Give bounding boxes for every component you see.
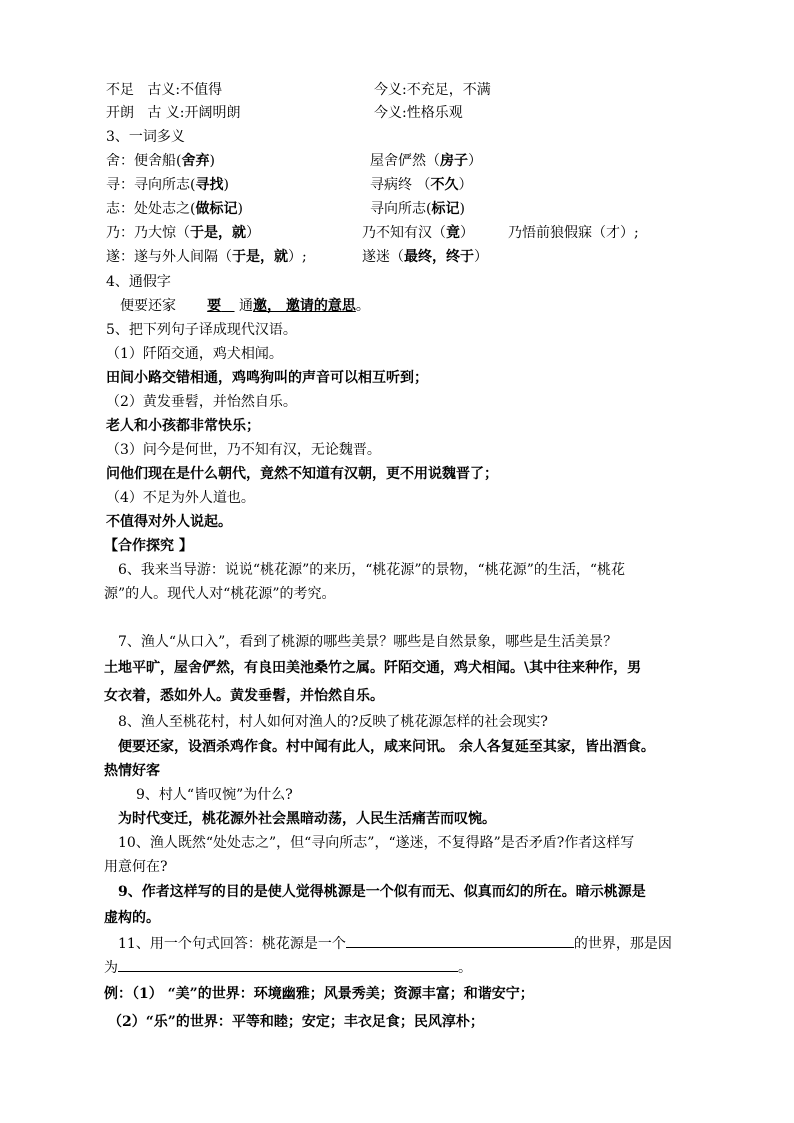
coop-heading: 【合作探究 】 (104, 538, 193, 554)
tongjia-end: 。 (355, 298, 370, 314)
entry-paren: ） (468, 153, 482, 169)
translate-q2: （2）黄发垂髫，并怡然自乐。 (106, 394, 297, 410)
q8: 8、渔人至桃花村，村人如何对渔人的?反映了桃花源怎样的社会现实? (118, 714, 548, 730)
entry-paren: ) (459, 201, 465, 217)
vocab-new: 性格乐观 (406, 105, 463, 121)
a7-line-2: 女衣着，悉如外人。黄发垂髫，并怡然自乐。 (104, 688, 384, 704)
entry-paren: ） (246, 225, 260, 241)
polysemy-row-4-b (362, 223, 474, 243)
entry-paren: ) (223, 177, 229, 193)
q11-line-2 (104, 957, 472, 978)
polysemy-row-4-c: 乃悟前狼假寐（才）; (508, 225, 639, 241)
polysemy-row-2 (106, 175, 229, 195)
q6-line-1: 6、我来当导游：说说“桃花源”的来历，“桃花源”的景物，“桃花源”的生活，“桃花 (118, 562, 626, 578)
entry-text: 寻向所志( (370, 201, 432, 217)
q11-prompt: 11、用一个句式回答：桃花源是一个 (118, 936, 346, 952)
entry-meaning: 舍弃 (181, 153, 210, 169)
vocab-line-2-new (374, 103, 463, 123)
vocab-new-label: 今义: (374, 105, 407, 121)
q11-prompt-cont: 的世界，那是因 (573, 936, 672, 952)
a10-line-2: 虚构的。 (104, 910, 160, 926)
a9: 为时代变迁，桃花源外社会黑暗动荡，人民生活痛苦而叹惋。 (118, 811, 496, 827)
entry-text: 舍：便舍船( (106, 153, 182, 169)
translate-a1: 田间小路交错相通，鸡鸣狗叫的声音可以相互听到； (106, 370, 428, 386)
entry-meaning: 不久 (430, 177, 459, 193)
polysemy-row-4 (106, 223, 260, 243)
translate-a4: 不值得对外人说起。 (106, 514, 232, 530)
q11-blank-1[interactable] (346, 933, 574, 948)
entry-paren: ) (237, 201, 243, 217)
tongjia-meaning: 邀， 邀请的意思 (252, 298, 356, 314)
a7-line-1: 土地平旷，屋舍俨然，有良田美池桑竹之属。阡陌交通，鸡犬相闻。\其中往来种作，男 (104, 660, 642, 676)
section-5-heading: 5、把下列句子译成现代汉语。 (106, 322, 297, 338)
entry-text: 遂迷（ (362, 249, 404, 265)
entry-paren: ） (458, 177, 473, 193)
vocab-line-1 (106, 80, 222, 100)
entry-text: 志：处处志之( (106, 201, 196, 217)
entry-meaning: 竟 (446, 225, 460, 241)
polysemy-row-5-b (362, 247, 488, 267)
entry-text: 乃不知有汉（ (362, 225, 446, 241)
entry-paren: ) (209, 153, 215, 169)
polysemy-row-3-b (370, 199, 465, 219)
entry-text: 乃：乃大惊（ (106, 225, 190, 241)
entry-text: 遂：遂与外人间隔（ (106, 249, 232, 265)
entry-meaning: 寻找 (195, 177, 224, 193)
example-1: 例：（1） “美”的世界：环境幽雅；风景秀美；资源丰富；和谐安宁； (104, 986, 534, 1002)
translate-a2: 老人和小孩都非常快乐； (106, 418, 260, 434)
vocab-old: 不值得 (180, 82, 223, 98)
section-4-heading: 4、通假字 (106, 274, 171, 290)
tongjia-char: 要 (207, 298, 222, 314)
q11-prompt-start: 为 (104, 960, 118, 976)
polysemy-row-3 (106, 199, 243, 219)
translate-q4: （4）不足为外人道也。 (106, 490, 255, 506)
q11-line-1 (118, 933, 672, 954)
entry-meaning: 于是，就 (190, 225, 246, 241)
q6-line-2: 源”的人。现代人对“桃花源”的考究。 (104, 586, 336, 602)
entry-text: 寻：寻向所志( (106, 177, 196, 193)
a8-line-2: 热情好客 (104, 763, 160, 779)
polysemy-row-1-b (370, 151, 482, 171)
vocab-new-label: 今义: (374, 82, 407, 98)
entry-meaning: 标记 (431, 201, 460, 217)
vocab-old-label: 古义: (147, 82, 181, 98)
vocab-line-1-new (374, 80, 491, 100)
vocab-old: 开阔明朗 (184, 105, 241, 121)
entry-paren: ）; (288, 249, 307, 265)
tongjia-sep: 通 (234, 298, 253, 314)
vocab-old-label: 古 义: (147, 105, 185, 121)
translate-q1: （1）阡陌交通，鸡犬相闻。 (106, 346, 283, 362)
polysemy-row-1 (106, 151, 215, 171)
q7: 7、渔人“从口入”，看到了桃源的哪些美景？哪些是自然景象，哪些是生活美景？ (118, 634, 618, 650)
tongjia-line (120, 296, 370, 316)
vocab-word: 开朗 (106, 105, 134, 121)
q9: 9、村人“皆叹惋”为什么? (136, 787, 293, 803)
q11-blank-2[interactable] (118, 957, 458, 972)
translate-a3: 问他们现在是什么朝代，竟然不知道有汉朝，更不用说魏晋了； (106, 466, 498, 482)
entry-meaning: 做标记 (195, 201, 238, 217)
polysemy-row-2-b (370, 175, 472, 195)
entry-paren: ） (474, 249, 488, 265)
entry-meaning: 于是，就 (232, 249, 288, 265)
vocab-line-2 (106, 103, 241, 123)
entry-meaning: 房子 (440, 153, 468, 169)
vocab-word: 不足 (106, 82, 134, 98)
section-3-heading: 3、一词多义 (106, 129, 185, 145)
vocab-new: 不充足，不满 (406, 82, 491, 98)
q10-line-2: 用意何在? (104, 859, 168, 875)
entry-meaning: 最终，终于 (404, 249, 474, 265)
example-2: （2）“乐”的世界：平等和睦；安定；丰衣足食；民风淳朴； (108, 1014, 484, 1030)
polysemy-row-5 (106, 247, 307, 267)
tongjia-phrase: 便要还家 (120, 298, 176, 314)
a8-line-1: 便要还家，设酒杀鸡作食。村中闻有此人，咸来问讯。 余人各复延至其家，皆出酒食。 (118, 739, 655, 755)
entry-text: 寻病终 （ (370, 177, 431, 193)
q11-end: 。 (458, 960, 472, 976)
entry-paren: ） (460, 225, 474, 241)
a10-line-1: 9、作者这样写的目的是使人觉得桃源是一个似有而无、似真而幻的所在。暗示桃源是 (118, 884, 646, 900)
q10-line-1: 10、渔人既然“处处志之”，但“寻向所志”，“遂迷，不复得路”是否矛盾?作者这样写 (118, 835, 635, 851)
translate-q3: （3）问今是何世，乃不知有汉，无论魏晋。 (106, 442, 381, 458)
entry-text: 屋舍俨然（ (370, 153, 440, 169)
